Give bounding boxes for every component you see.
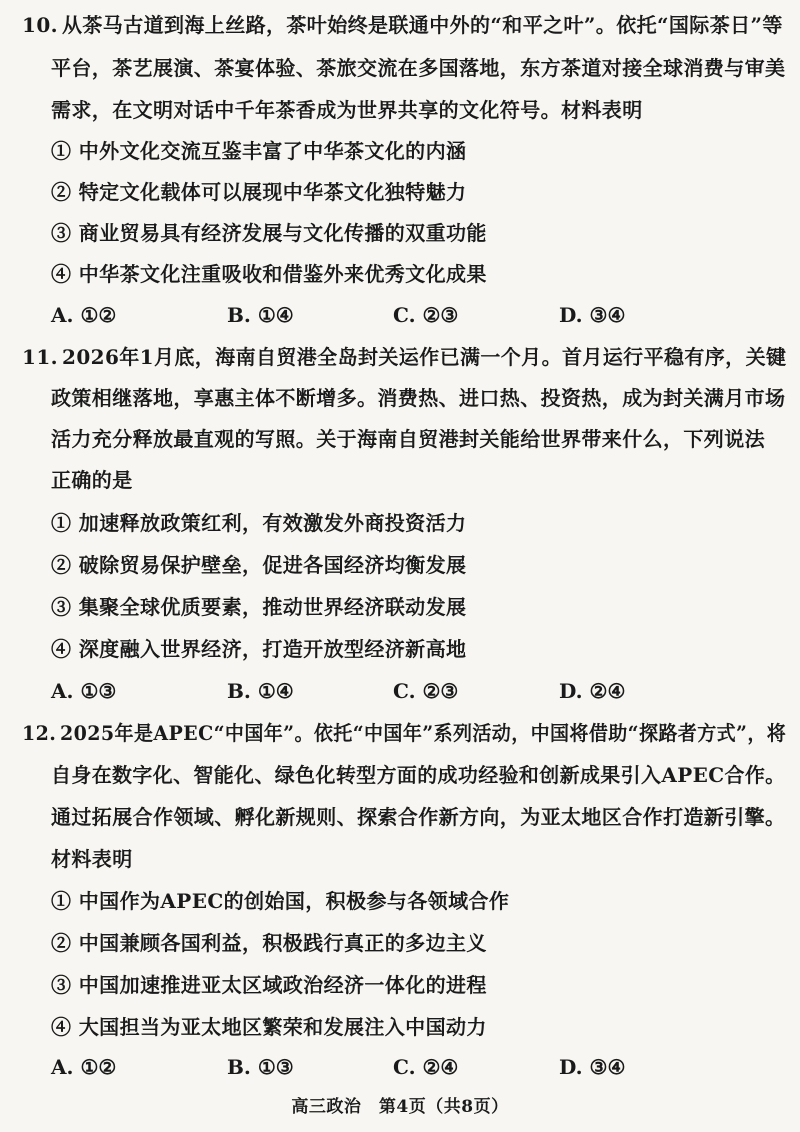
question-11-item-2: ② 破除贸易保护壁垒，促进各国经济均衡发展 [51, 553, 467, 577]
question-11-option-a: A. ①③ [51, 679, 117, 703]
question-11-option-d: D. ②④ [559, 679, 626, 703]
page-footer: 高三政治 第4页（共8页） [291, 1097, 509, 1117]
question-11-stem-line-4: 正确的是 [51, 468, 133, 492]
question-10-item-3: ③ 商业贸易具有经济发展与文化传播的双重功能 [51, 221, 487, 245]
question-10-option-b: B. ①④ [227, 303, 294, 327]
question-12-item-1: ① 中国作为APEC的创始国，积极参与各领域合作 [51, 889, 510, 913]
question-12-item-3: ③ 中国加速推进亚太区域政治经济一体化的进程 [51, 973, 487, 997]
question-10-stem-line-1 [22, 12, 783, 38]
stem-text: 2026年1月底，海南自贸港全岛封关运作已满一个月。首月运行平稳有序，关键 [62, 345, 787, 369]
question-10-item-1: ① 中外文化交流互鉴丰富了中华茶文化的内涵 [51, 139, 467, 163]
question-11-stem-line-2: 政策相继落地，享惠主体不断增多。消费热、进口热、投资热，成为封关满月市场 [51, 386, 786, 410]
question-number: 10. [22, 13, 58, 37]
question-number: 11. [22, 345, 58, 369]
question-11-stem-line-1 [22, 344, 786, 370]
question-12-stem-line-2: 自身在数字化、智能化、绿色化转型方面的成功经验和创新成果引入APEC合作。 [51, 763, 786, 787]
question-10-option-a: A. ①② [51, 303, 117, 327]
stem-text: 2025年是APEC“中国年”。依托“中国年”系列活动，中国将借助“探路者方式”，将 [60, 721, 787, 745]
question-11-item-3: ③ 集聚全球优质要素，推动世界经济联动发展 [51, 595, 467, 619]
question-11-option-c: C. ②③ [393, 679, 459, 703]
question-12-stem-line-3: 通过拓展合作领域、孵化新规则、探索合作新方向，为亚太地区合作打造新引擎。 [51, 805, 786, 829]
question-10-option-c: C. ②③ [393, 303, 459, 327]
question-11-option-b: B. ①④ [227, 679, 294, 703]
question-12-item-4: ④ 大国担当为亚太地区繁荣和发展注入中国动力 [51, 1015, 487, 1039]
question-12-option-a: A. ①② [51, 1055, 117, 1079]
question-10-stem-line-2: 平台，茶艺展演、茶宴体验、茶旅交流在多国落地，东方茶道对接全球消费与审美 [51, 56, 786, 80]
question-12-item-2: ② 中国兼顾各国利益，积极践行真正的多边主义 [51, 931, 487, 955]
question-11-item-1: ① 加速释放政策红利，有效激发外商投资活力 [51, 511, 467, 535]
question-10-item-2: ② 特定文化载体可以展现中华茶文化独特魅力 [51, 180, 467, 204]
question-12-option-c: C. ②④ [393, 1055, 459, 1079]
question-11-stem-line-3: 活力充分释放最直观的写照。关于海南自贸港封关能给世界带来什么，下列说法 [51, 427, 765, 451]
question-10-option-d: D. ③④ [559, 303, 626, 327]
question-10-item-4: ④ 中华茶文化注重吸收和借鉴外来优秀文化成果 [51, 262, 487, 286]
question-11-item-4: ④ 深度融入世界经济，打造开放型经济新高地 [51, 637, 467, 661]
question-12-option-b: B. ①③ [227, 1055, 294, 1079]
question-12-stem-line-1 [22, 720, 786, 746]
stem-text: 从茶马古道到海上丝路，茶叶始终是联通中外的“和平之叶”。依托“国际茶日”等 [62, 13, 783, 37]
question-10-stem-line-3: 需求，在文明对话中千年茶香成为世界共享的文化符号。材料表明 [51, 98, 643, 122]
question-12-option-d: D. ③④ [559, 1055, 626, 1079]
question-12-stem-line-4: 材料表明 [51, 847, 133, 871]
question-number: 12. [22, 721, 57, 745]
